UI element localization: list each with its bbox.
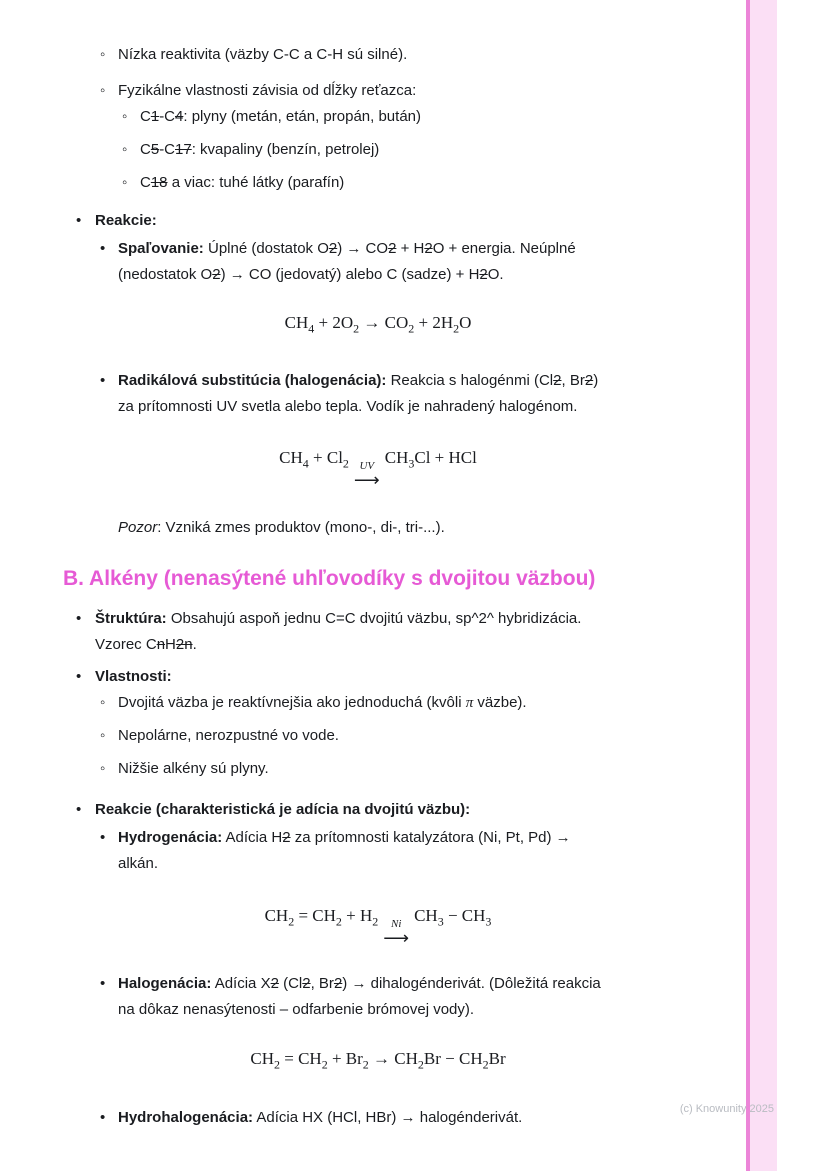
list-item xyxy=(63,42,693,68)
list-item xyxy=(63,825,693,877)
disc-bullet-icon: • xyxy=(76,610,82,627)
disc-bullet-icon: • xyxy=(76,212,82,229)
chemical-equation xyxy=(63,1046,693,1072)
list-item-text: Nízka reaktivita (väzby C-C a C-H sú silné). xyxy=(118,46,408,63)
list-item xyxy=(63,170,693,196)
chemical-equation xyxy=(63,445,693,489)
list-item-text: C18 a viac: tuhé látky (parafín) xyxy=(140,174,345,191)
disc-bullet-icon: • xyxy=(76,801,82,818)
list-item-text: Halogenácia: Adícia X2 (Cl2, Br2) → dihalogénderivát. (Dôležitá reakcia na dôkaz nenasýtenosti – odfarbenie brómovej vody). xyxy=(118,975,601,1018)
circle-bullet-icon: ◦ xyxy=(100,760,106,777)
labeled-reaction-arrow: Ni ⟶ xyxy=(383,918,410,948)
disc-bullet-icon: • xyxy=(100,372,106,389)
circle-bullet-icon: ◦ xyxy=(122,108,128,125)
list-item-text: C5-C17: kvapaliny (benzín, petrolej) xyxy=(140,141,380,158)
list-item xyxy=(63,78,693,104)
labeled-reaction-arrow: UV ⟶ xyxy=(353,460,380,490)
list-item xyxy=(63,236,693,288)
list-item-text: Štruktúra: Obsahujú aspoň jednu C=C dvojitú väzbu, sp^2^ hybridizácia. Vzorec CnH2n. xyxy=(95,610,582,653)
disc-bullet-icon: • xyxy=(100,240,106,257)
list-item xyxy=(63,137,693,163)
equation-text: $CH_4 + Cl_2$ UV ⟶ $CH_3Cl$ + HCl xyxy=(279,448,477,490)
list-item xyxy=(63,690,693,716)
list-item xyxy=(63,971,693,1023)
circle-bullet-icon: ◦ xyxy=(100,727,106,744)
list-item-text: Reakcie (charakteristická je adícia na dvojitú väzbu): xyxy=(95,801,471,818)
list-item-text: C1-C4: plyny (metán, etán, propán, bután) xyxy=(140,108,422,125)
circle-bullet-icon: ◦ xyxy=(100,46,106,63)
disc-bullet-icon: • xyxy=(100,975,106,992)
list-item xyxy=(63,756,693,782)
page-edge-decoration-dark xyxy=(746,0,750,1171)
chemical-equation xyxy=(63,310,693,336)
list-item-text: Vlastnosti: xyxy=(95,668,172,685)
list-item xyxy=(63,1105,693,1131)
list-item-text: Dvojitá väzba je reaktívnejšia ako jednoduchá (kvôli π väzbe). xyxy=(118,694,527,711)
list-item xyxy=(63,208,693,234)
circle-bullet-icon: ◦ xyxy=(122,141,128,158)
list-item-text: Reakcie: xyxy=(95,212,157,229)
watermark-text: (c) Knowunity 2025 xyxy=(679,1103,774,1115)
equation-text: $CH_2 = CH_2 + Br_2 \to CH_2Br - CH_2Br$ xyxy=(250,1049,506,1072)
circle-bullet-icon: ◦ xyxy=(122,174,128,191)
note-line xyxy=(63,515,693,541)
page-edge-decoration-light xyxy=(750,0,777,1171)
circle-bullet-icon: ◦ xyxy=(100,694,106,711)
list-item-text: Hydrogenácia: Adícia H2 za prítomnosti katalyzátora (Ni, Pt, Pd) → alkán. xyxy=(118,829,571,872)
list-item xyxy=(63,723,693,749)
disc-bullet-icon: • xyxy=(100,1109,106,1126)
disc-bullet-icon: • xyxy=(76,668,82,685)
circle-bullet-icon: ◦ xyxy=(100,82,106,99)
list-item-text: Radikálová substitúcia (halogenácia): Reakcia s halogénmi (Cl2, Br2) za prítomnosti UV svetla alebo tepla. Vodík je nahradený halogénom. xyxy=(118,372,599,415)
list-item-text: Nepolárne, nerozpustné vo vode. xyxy=(118,727,339,744)
list-item-text: Nižšie alkény sú plyny. xyxy=(118,760,269,777)
disc-bullet-icon: • xyxy=(100,829,106,846)
list-item xyxy=(63,797,693,823)
note-text: Pozor: Vzniká zmes produktov (mono-, di-, tri-...). xyxy=(118,519,445,536)
list-item xyxy=(63,368,693,420)
list-item-text: Hydrohalogenácia: Adícia HX (HCl, HBr) → halogénderivát. xyxy=(118,1109,523,1126)
list-item xyxy=(63,606,693,658)
list-item xyxy=(63,104,693,130)
list-item xyxy=(63,664,693,690)
section-heading: B. Alkény (nenasýtené uhľovodíky s dvojitou väzbou) xyxy=(63,567,596,590)
equation-text: $CH_2 = CH_2 + H_2$ Ni ⟶ $CH_3 - CH_3$ xyxy=(264,906,492,948)
equation-text: $CH_4 + 2O_2 \to CO_2 + 2H_2O$ xyxy=(284,313,472,336)
document-content xyxy=(63,42,693,1131)
list-item-text: Fyzikálne vlastnosti závisia od dĺžky reťazca: xyxy=(118,82,417,99)
chemical-equation xyxy=(63,903,693,947)
list-item-text: Spaľovanie: Úplné (dostatok O2) → CO2 + H2O + energia. Neúplné (nedostatok O2) → CO (jedovatý) alebo C (sadze) + H2O. xyxy=(118,240,576,283)
